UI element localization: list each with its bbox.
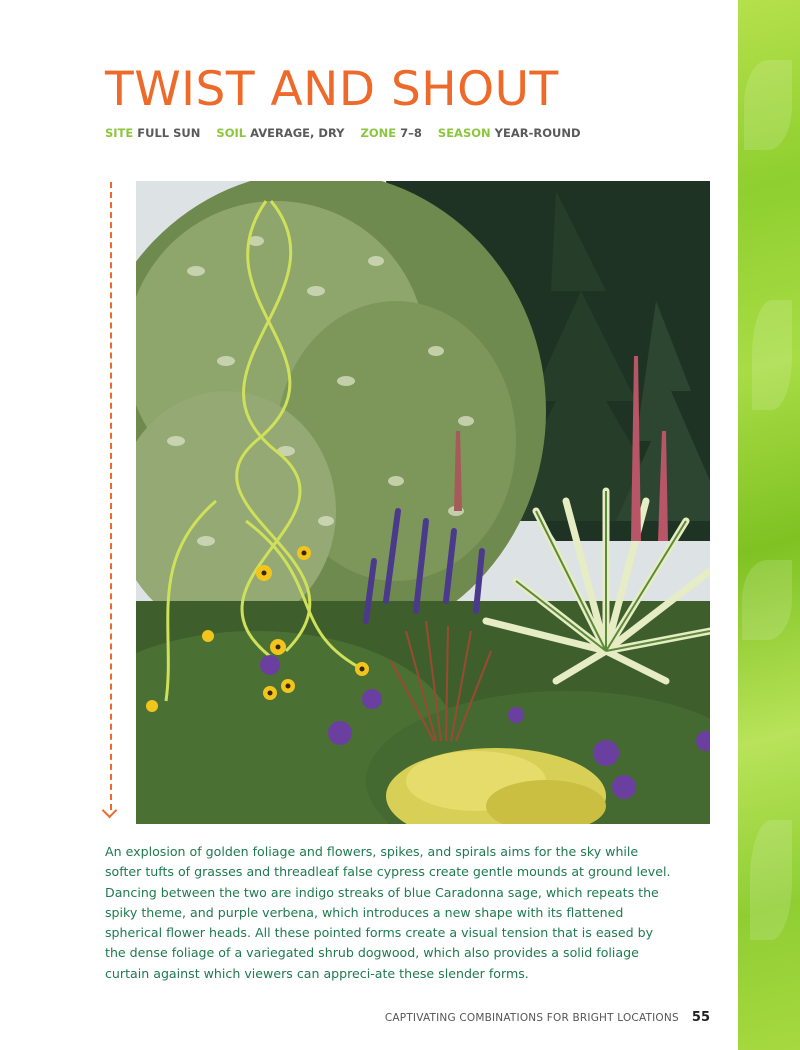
page-footer <box>385 1006 710 1025</box>
soil-label: SOIL <box>216 126 247 140</box>
page-title: TWIST AND SHOUT <box>105 62 559 117</box>
garden-photo <box>136 181 710 824</box>
site-value: FULL SUN <box>137 126 201 140</box>
dashed-guide-line <box>110 182 112 810</box>
zone-value: 7–8 <box>400 126 422 140</box>
site-label: SITE <box>105 126 134 140</box>
growing-conditions <box>105 126 593 140</box>
arrow-down-icon <box>102 803 118 819</box>
season-value: YEAR-ROUND <box>494 126 581 140</box>
leaf-edge-strip <box>738 0 800 1050</box>
zone-label: ZONE <box>360 126 397 140</box>
season-label: SEASON <box>437 126 491 140</box>
photo-caption: An explosion of golden foliage and flowers, spikes, and spirals aims for the sky while softer tufts of grasses and threadleaf false cypress create gentle mounds at ground level. Dancing between the two are indigo streaks of blue Caradonna sage, which repeats the spiky theme, and purple verbena, which introduces a new shape with its flattened spherical flower heads. All these pointed forms create a visual tension that is eased by the dense foliage of a variegated shrub dogwood, which also provides a solid foliage curtain against which viewers can appreci-ate these slender forms. <box>105 844 671 981</box>
page-number: 55 <box>691 1010 710 1025</box>
running-head: CAPTIVATING COMBINATIONS FOR BRIGHT LOCATIONS <box>384 1012 679 1024</box>
soil-value: AVERAGE, DRY <box>250 126 345 140</box>
